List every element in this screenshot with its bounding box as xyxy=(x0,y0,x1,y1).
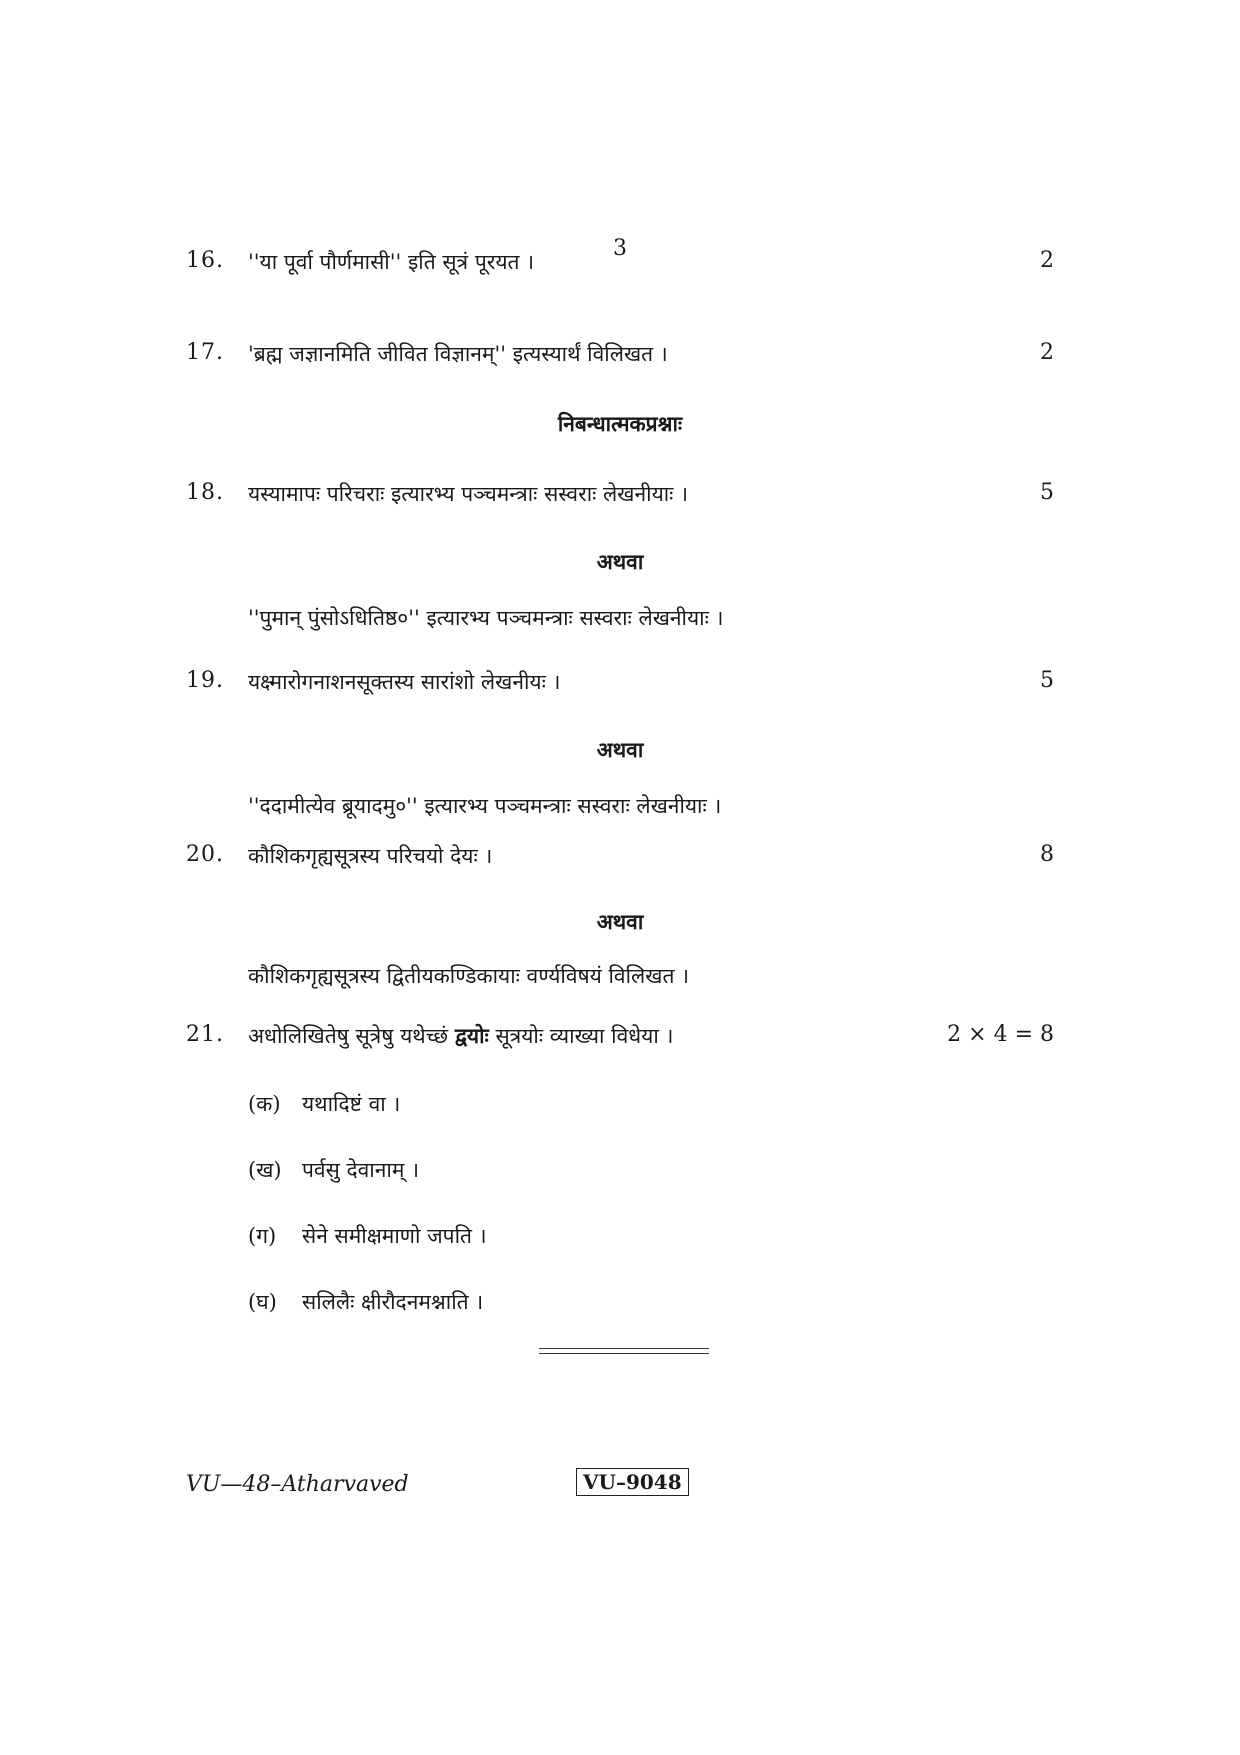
end-divider xyxy=(539,1348,709,1354)
question-text-emphasis: द्वयोः xyxy=(454,1023,489,1048)
question-text: कौशिकगृह्यसूत्रस्य परिचयो देयः । xyxy=(248,844,493,868)
alternative-text: कौशिकगृह्यसूत्रस्य द्वितीयकण्डिकायाः वर्ण्यविषयं विलिखत । xyxy=(248,964,690,988)
question-marks: 2 xyxy=(1040,248,1054,273)
question-text: यस्यामापः परिचराः इत्यारभ्य पञ्चमन्त्राः सस्वराः लेखनीयाः । xyxy=(248,482,689,506)
question-number: 19. xyxy=(186,668,224,693)
question-number: 18. xyxy=(186,480,224,505)
question-number: 17. xyxy=(186,340,224,365)
footer-paper-name: VU—48–Atharvaved xyxy=(186,1472,409,1497)
page-number: 3 xyxy=(613,236,627,261)
alternative-text: ''पुमान् पुंसोऽधितिष्ठ०'' इत्यारभ्य पञ्चमन्त्राः सस्वराः लेखनीयाः । xyxy=(248,606,724,630)
section-heading: निबन्धात्मकप्रश्नाः xyxy=(557,411,683,436)
option-label: (ख) xyxy=(248,1158,282,1182)
question-text: यक्ष्मारोगनाशनसूक्तस्य सारांशो लेखनीयः । xyxy=(248,670,561,694)
or-heading: अथवा xyxy=(596,737,644,762)
question-marks: 2 × 4 = 8 xyxy=(947,1022,1054,1047)
footer-paper-code: VU–9048 xyxy=(576,1468,689,1496)
question-text-part: अधोलिखितेषु सूत्रेषु यथेच्छं xyxy=(248,1024,449,1048)
option-label: (ग) xyxy=(248,1224,277,1248)
question-number: 20. xyxy=(186,842,224,867)
option-text: सेने समीक्षमाणो जपति । xyxy=(302,1224,487,1248)
question-marks: 5 xyxy=(1040,668,1054,693)
or-heading: अथवा xyxy=(596,909,644,934)
option-label: (क) xyxy=(248,1092,281,1116)
question-marks: 5 xyxy=(1040,480,1054,505)
question-text: 'ब्रह्म जज्ञानमिति जीवित विज्ञानम्'' इत्यस्यार्थं विलिखत । xyxy=(248,342,668,366)
question-marks: 2 xyxy=(1040,340,1054,365)
question-text: ''या पूर्वा पौर्णमासी'' इति सूत्रं पूरयत । xyxy=(248,250,535,274)
question-text-part: सूत्रयोः व्याख्या विधेया । xyxy=(495,1024,674,1048)
question-marks: 8 xyxy=(1040,842,1054,867)
option-label: (घ) xyxy=(248,1290,277,1314)
option-text: पर्वसु देवानाम् । xyxy=(302,1158,420,1182)
or-heading: अथवा xyxy=(596,549,644,574)
question-number: 21. xyxy=(186,1022,224,1047)
alternative-text: ''ददामीत्येव ब्रूयादमु०'' इत्यारभ्य पञ्चमन्त्राः सस्वराः लेखनीयाः । xyxy=(248,794,722,818)
option-text: यथादिष्टं वा । xyxy=(302,1092,401,1116)
question-number: 16. xyxy=(186,248,224,273)
option-text: सलिलैः क्षीरौदनमश्नाति । xyxy=(302,1290,484,1314)
question-text xyxy=(248,1022,673,1050)
